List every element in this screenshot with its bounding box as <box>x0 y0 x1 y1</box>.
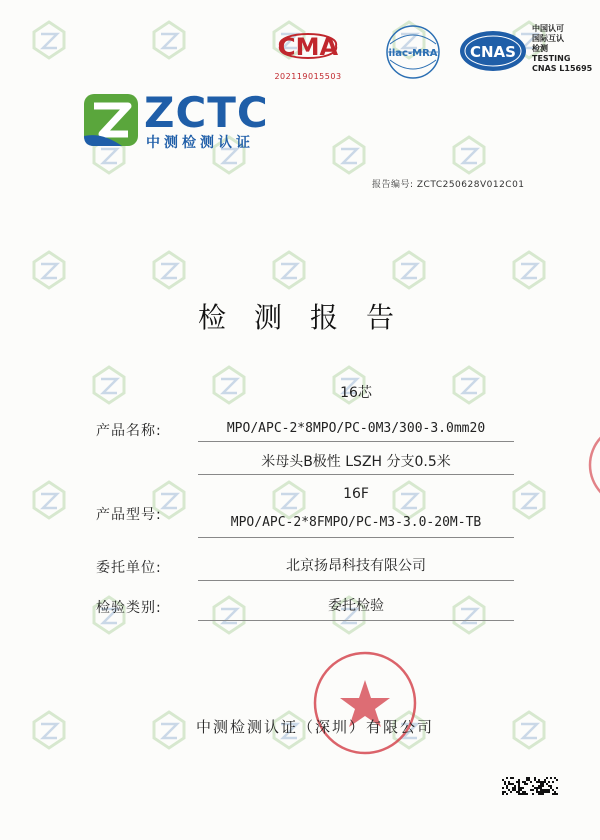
zctc-mark-icon <box>82 92 140 148</box>
svg-text:CMA: CMA <box>277 33 339 61</box>
report-number: 报告编号: ZCTC250628V012C01 <box>372 180 525 190</box>
watermark-icon <box>510 250 548 296</box>
watermark-icon <box>330 135 368 181</box>
watermark-icon <box>450 135 488 181</box>
svg-text:CNAS: CNAS <box>470 43 516 61</box>
issuing-company: 中测检测认证（深圳）有限公司 <box>195 718 434 736</box>
cma-logo <box>266 22 350 84</box>
watermark-icon <box>150 20 188 66</box>
cnas-logo <box>458 28 528 74</box>
product-model-line1: 16F <box>343 486 369 502</box>
watermark-icon <box>30 480 68 526</box>
client-label: 委托单位: <box>96 560 162 576</box>
watermark-icon <box>30 20 68 66</box>
underline <box>198 441 514 442</box>
underline <box>198 474 514 475</box>
watermark-icon <box>390 250 428 296</box>
watermark-icon <box>270 250 308 296</box>
watermark-icon <box>150 250 188 296</box>
underline <box>198 537 514 538</box>
qr-code <box>502 777 558 795</box>
product-name-line3: 米母头B极性 LSZH 分支0.5米 <box>261 454 451 470</box>
underline <box>198 620 514 621</box>
watermark-icon <box>30 250 68 296</box>
watermark-icon <box>90 365 128 411</box>
seal-fragment <box>582 420 600 510</box>
product-model-label: 产品型号: <box>96 507 162 523</box>
ilac-mra-logo <box>378 22 448 82</box>
brand-subtitle: 中测检测认证 <box>146 135 254 151</box>
product-name-label: 产品名称: <box>96 423 162 439</box>
client-value: 北京扬昂科技有限公司 <box>286 558 426 574</box>
product-model-line2: MPO/APC-2*8FMPO/PC-M3-3.0-20M-TB <box>230 515 482 530</box>
category-value: 委托检验 <box>328 598 384 614</box>
svg-text:ilac-MRA: ilac-MRA <box>388 48 438 59</box>
official-seal <box>310 648 420 758</box>
watermark-icon <box>510 480 548 526</box>
accreditation-logos <box>266 22 596 88</box>
cnas-accreditation-text: 中国认可 国际互认 检测 TESTING CNAS L15695 <box>532 24 593 73</box>
product-name-line2: MPO/APC-2*8MPO/PC-0M3/300-3.0mm20 <box>226 421 486 436</box>
report-title: 检测报告 <box>197 301 422 334</box>
zctc-brand-logo <box>82 88 312 152</box>
product-name-line1: 16芯 <box>340 385 372 401</box>
category-label: 检验类别: <box>96 600 162 616</box>
underline <box>198 580 514 581</box>
brand-name: ZCTC <box>144 88 269 137</box>
cma-number: 202119015503 <box>274 72 342 81</box>
